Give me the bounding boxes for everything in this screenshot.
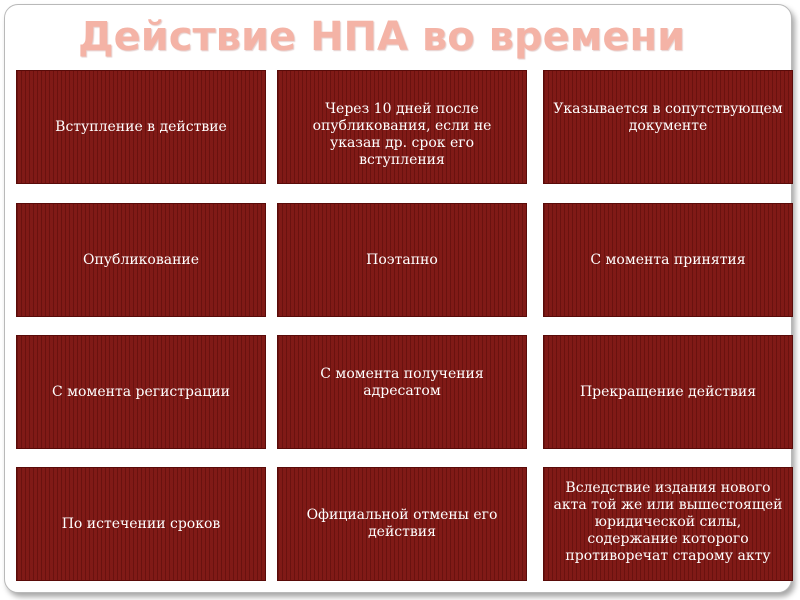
- cell-text: Прекращение действия: [579, 383, 757, 400]
- cell-text: По истечении сроков: [61, 515, 221, 532]
- cell-entry-into-force: [16, 70, 266, 184]
- cell-text: С момента регистрации: [51, 383, 230, 400]
- cell-expiry-of-terms: [16, 467, 266, 581]
- cell-from-receipt: [277, 335, 527, 449]
- cell-text: Через 10 дней после опубликования, если не указан др. срок его вступления: [312, 101, 492, 168]
- cell-text: Официальной отмены его действия: [306, 507, 498, 540]
- cell-text: Опубликование: [82, 251, 200, 268]
- cell-termination: [543, 335, 793, 449]
- cell-text: Вследствие издания нового акта той же или вышестоящей юридической силы, содержание которого противоречат старому акту: [553, 480, 783, 564]
- cell-official-repeal: [277, 467, 527, 581]
- cell-text: Поэтапно: [366, 251, 438, 268]
- cell-text: Указывается в сопутствующем документе: [553, 101, 783, 134]
- cell-text: С момента получения адресатом: [320, 366, 484, 399]
- slide-title: Действие НПА во времени: [78, 14, 686, 60]
- cell-text: Вступление в действие: [55, 118, 227, 135]
- cell-new-act: [543, 467, 793, 581]
- cell-from-registration: [16, 335, 266, 449]
- cell-from-adoption: [543, 203, 793, 317]
- cell-in-stages: [277, 203, 527, 317]
- cell-publication: [16, 203, 266, 317]
- cell-ten-days-after-publication: [277, 70, 527, 184]
- cell-text: С момента принятия: [590, 251, 746, 268]
- cell-specified-in-document: [543, 70, 793, 184]
